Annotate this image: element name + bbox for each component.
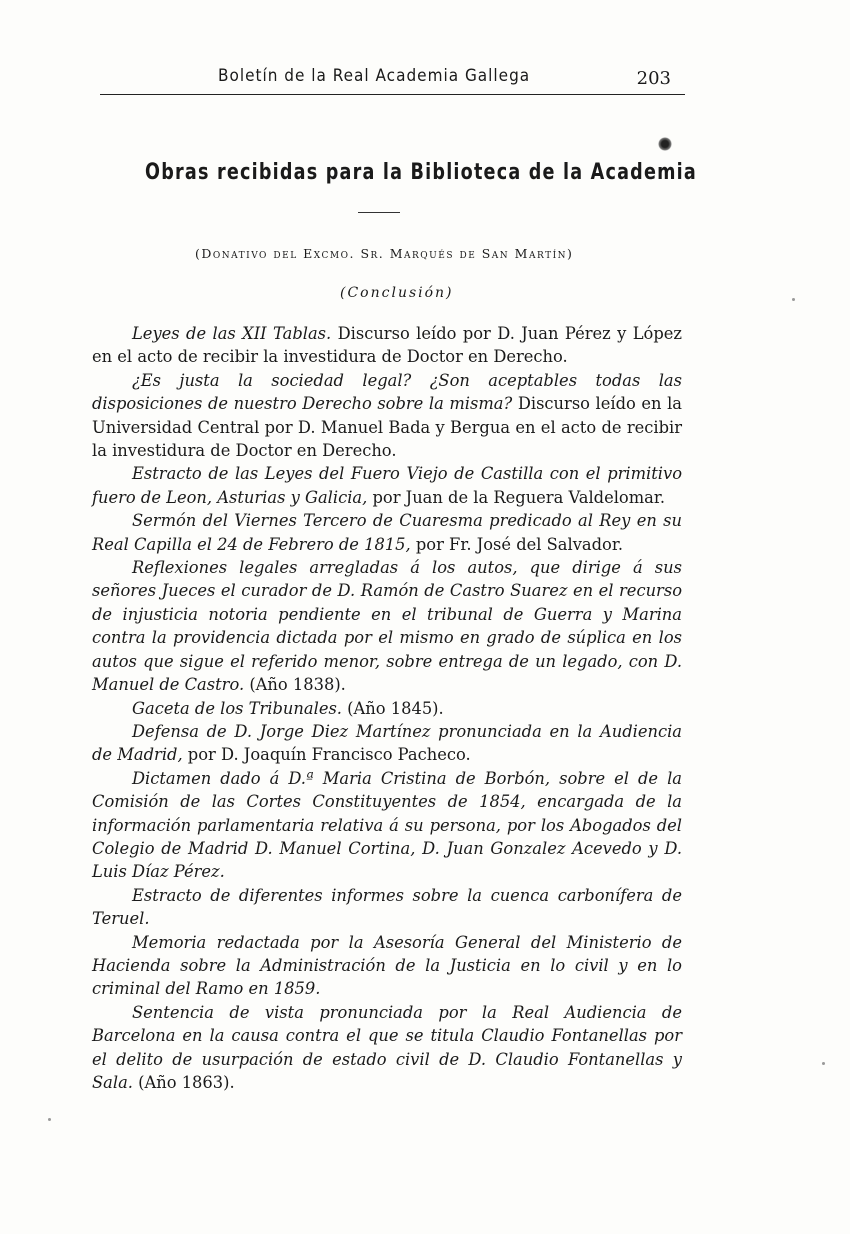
title-divider [358,212,400,213]
entry-title: Reflexiones legales arregladas á los autos, que dirige á sus señores Jueces el curador de D. Ramón de Castro Suarez en el recurso de injusticia notoria pendiente en el tribunal de Guerra y Marina contra la providencia dictada por el mismo en grado de súplica en los autos que sigue el referido menor, sobre entrega de un legado, con D. Manuel de Castro. [92,558,682,695]
entry-title: Sermón del Viernes Tercero de Cuaresma predicado al Rey en su Real Capilla el 24 de Febrero de 1815, [92,511,682,554]
entry [92,697,682,720]
entry [92,884,682,931]
donation-note: (Donativo del Excmo. Sr. Marqués de San Martín) [195,246,574,261]
entry [92,369,682,463]
entry-rest: (Año 1863). [132,1073,235,1092]
paper-speck [822,1062,825,1065]
entry-title: Estracto de las Leyes del Fuero Viejo de Castilla con el primitivo fuero de Leon, Asturias y Galicia, [92,464,682,507]
entry-rest: Discurso leído en la Universidad Central por D. Manuel Bada y Bergua en el acto de recibir la investidura de Doctor en Derecho. [92,394,683,461]
page-number: 203 [636,68,671,89]
entry-title: ¿Es justa la sociedad legal? ¿Son aceptables todas las disposiciones de nuestro Derecho sobre la misma? [92,370,682,414]
entry-rest: por Fr. José del Salvador. [410,534,624,554]
section-title: Obras recibidas para la Biblioteca de la Academia [145,160,697,185]
entry-title: Estracto de diferentes informes sobre la cuenca carbonífera de Teruel. [92,885,682,929]
running-title: Boletín de la Real Academia Gallega [218,66,531,86]
entry-rest: Discurso leído por D. Juan Pérez y López en el acto de recibir la investidura de Doctor en Derecho. [92,324,682,367]
entry [92,556,682,696]
entry [92,462,682,509]
entries-list [92,322,682,1094]
entry-title: Leyes de las XII Tablas. [132,324,332,343]
entry [92,931,682,1001]
entry-title: Gaceta de los Tribunales. [132,698,342,718]
entry-title: Dictamen dado á D.ª Maria Cristina de Borbón, sobre el de la Comisión de las Cortes Constituyentes de 1854, encargada de la información parlamentaria relativa á su persona, por los Abogados del Colegio de Madrid D. Manuel Cortina, D. Juan Gonzalez Acevedo y D. Luis Díaz Pérez. [92,768,682,882]
paper-speck [48,1118,51,1121]
page-header [100,62,685,95]
entry-title: Sentencia de vista pronunciada por la Real Audiencia de Barcelona en la causa contra el que se titula Claudio Fontanellas por el delito de usurpación de estado civil de D. Claudio Fontanellas y Sala. [92,1002,682,1092]
entry [92,720,682,767]
paper-speck [792,298,795,301]
ink-blot-icon [658,137,672,151]
entry [92,509,682,556]
entry [92,1001,682,1095]
entry-rest: (Año 1838). [244,675,346,695]
entry-title: Memoria redactada por la Asesoría General del Ministerio de Hacienda sobre la Administración de la Justicia en lo civil y en lo criminal del Ramo en 1859. [92,932,682,999]
entry-rest: por Juan de la Reguera Valdelomar. [367,487,666,507]
entry [92,767,682,884]
entry [92,322,682,369]
entry-title: Defensa de D. Jorge Diez Martínez pronunciada en la Audiencia de Madrid, [92,721,682,765]
entry-rest: por D. Joaquín Francisco Pacheco. [182,745,471,765]
conclusion-label: (Conclusión) [340,285,454,301]
entry-rest: (Año 1845). [342,698,444,718]
